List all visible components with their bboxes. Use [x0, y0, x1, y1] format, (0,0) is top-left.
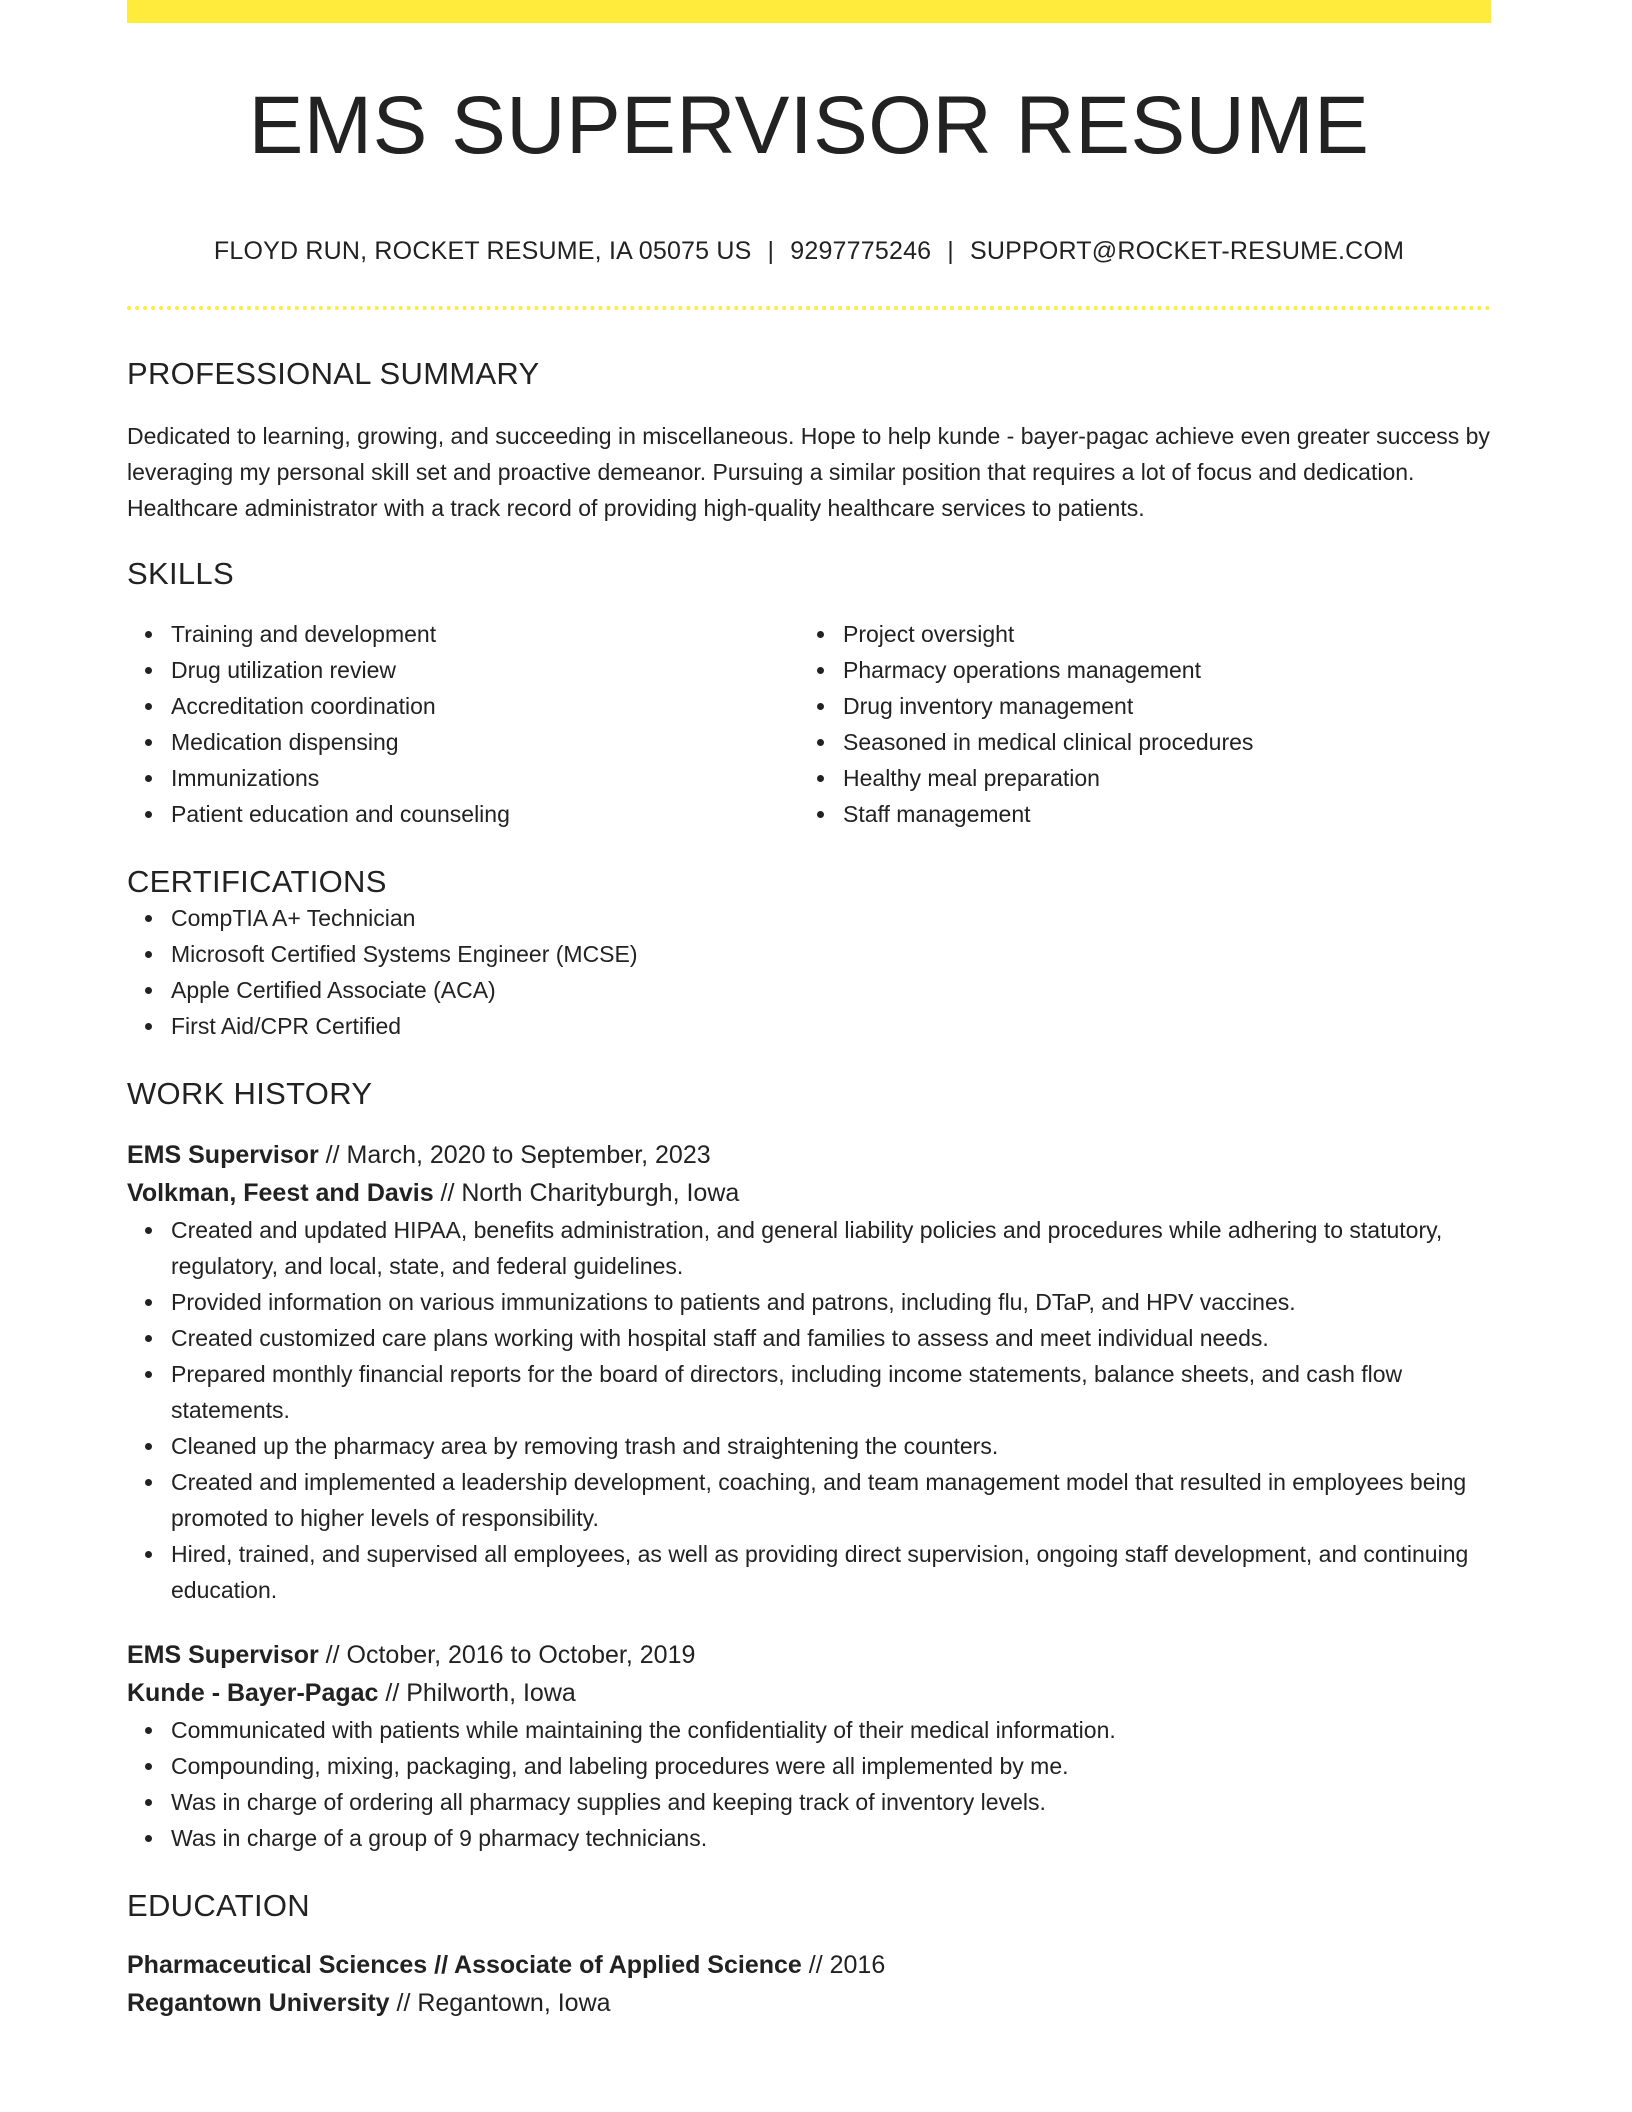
job-bullet-item	[171, 1712, 1491, 1748]
skills-list-left	[127, 616, 799, 832]
job-bullet-text: Cleaned up the pharmacy area by removing trash and straightening the counters.	[171, 1433, 999, 1459]
skill-label: Staff management	[843, 801, 1031, 827]
bullet-icon	[145, 951, 152, 958]
skills-list-right	[799, 616, 1471, 832]
job-bullet-text: Communicated with patients while maintaining the confidentiality of their medical information.	[171, 1717, 1116, 1743]
certification-item	[171, 972, 1491, 1008]
education-location: // Regantown, Iowa	[389, 1989, 611, 2017]
job-title-line	[127, 1136, 1491, 1174]
bullet-icon	[145, 1551, 152, 1558]
bullet-icon	[145, 811, 152, 818]
skills-column-right	[799, 616, 1471, 832]
skill-item	[171, 760, 799, 796]
accent-top-bar	[127, 0, 1491, 23]
bullet-icon	[817, 703, 824, 710]
skill-item	[843, 616, 1471, 652]
job-bullet-text: Created and updated HIPAA, benefits administration, and general liability policies and procedures while adhering to statutory, regulatory, and local, state, and federal guidelines.	[171, 1217, 1443, 1279]
job-bullet-text: Created and implemented a leadership development, coaching, and team management model that resulted in employees being promoted to higher levels of responsibility.	[171, 1469, 1467, 1531]
job-bullet-text: Was in charge of ordering all pharmacy supplies and keeping track of inventory levels.	[171, 1789, 1046, 1815]
bullet-icon	[145, 1227, 152, 1234]
bullet-icon	[145, 915, 152, 922]
contact-separator: |	[767, 237, 775, 265]
skill-label: Drug inventory management	[843, 693, 1134, 719]
education-school: Regantown University	[127, 1989, 390, 2017]
job-company-line	[127, 1174, 1491, 1212]
skill-item	[171, 652, 799, 688]
work-history-heading: WORK HISTORY	[127, 1076, 373, 1111]
skill-item	[843, 688, 1471, 724]
bullet-icon	[145, 775, 152, 782]
skills-column-left	[127, 616, 799, 832]
skill-label: Accreditation coordination	[171, 693, 436, 719]
contact-line	[127, 237, 1491, 266]
skill-label: Patient education and counseling	[171, 801, 510, 827]
skill-item	[171, 688, 799, 724]
bullet-icon	[145, 987, 152, 994]
job-bullet-item	[171, 1284, 1491, 1320]
contact-separator: |	[947, 237, 954, 265]
skill-item	[843, 724, 1471, 760]
bullet-icon	[145, 739, 152, 746]
job-bullet-item	[171, 1212, 1491, 1284]
bullet-icon	[145, 1763, 152, 1770]
job-bullet-text: Hired, trained, and supervised all employees, as well as providing direct supervision, ongoing staff development, and continuing education.	[171, 1541, 1469, 1603]
skill-item	[843, 652, 1471, 688]
certification-label: First Aid/CPR Certified	[171, 1013, 402, 1039]
bullet-icon	[145, 631, 152, 638]
bullet-icon	[145, 1479, 152, 1486]
bullet-icon	[145, 703, 152, 710]
job-dates: // October, 2016 to October, 2019	[318, 1641, 696, 1669]
certifications-list	[127, 900, 1491, 1044]
bullet-icon	[145, 1727, 152, 1734]
education-entry	[127, 1946, 1491, 2022]
resume-title: EMS SUPERVISOR RESUME	[248, 80, 1370, 171]
job-location: // North Charityburgh, Iowa	[433, 1179, 740, 1207]
certification-label: Microsoft Certified Systems Engineer (MCSE)	[171, 941, 638, 967]
certification-label: CompTIA A+ Technician	[171, 905, 416, 931]
skill-label: Seasoned in medical clinical procedures	[843, 729, 1254, 755]
certifications-heading: CERTIFICATIONS	[127, 864, 387, 899]
job-bullet-item	[171, 1320, 1491, 1356]
skill-label: Pharmacy operations management	[843, 657, 1201, 683]
job-bullet-item	[171, 1748, 1491, 1784]
education-school-line	[127, 1984, 1491, 2022]
bullet-icon	[817, 631, 824, 638]
job-bullet-item	[171, 1536, 1491, 1608]
bullet-icon	[817, 739, 824, 746]
summary-heading: PROFESSIONAL SUMMARY	[127, 356, 540, 391]
skill-item	[171, 616, 799, 652]
skill-label: Medication dispensing	[171, 729, 399, 755]
skill-item	[843, 796, 1471, 832]
education-year: // 2016	[801, 1951, 886, 1979]
skill-label: Project oversight	[843, 621, 1015, 647]
education-degree: Pharmaceutical Sciences // Associate of Applied Science	[127, 1951, 802, 1979]
job-bullet-text: Provided information on various immunizations to patients and patrons, including flu, DTaP, and HPV vaccines.	[171, 1289, 1296, 1315]
job-bullet-item	[171, 1428, 1491, 1464]
bullet-icon	[145, 1799, 152, 1806]
bullet-icon	[145, 1023, 152, 1030]
job-bullet-item	[171, 1356, 1491, 1428]
bullet-icon	[817, 775, 824, 782]
contact-address: FLOYD RUN, ROCKET RESUME, IA 05075 US	[213, 237, 752, 265]
certification-item	[171, 1008, 1491, 1044]
bullet-icon	[145, 1443, 152, 1450]
skill-item	[843, 760, 1471, 796]
job-bullet-text: Was in charge of a group of 9 pharmacy technicians.	[171, 1825, 708, 1851]
job-bullets	[127, 1712, 1491, 1856]
job-bullet-text: Created customized care plans working with hospital staff and families to assess and meet individual needs.	[171, 1325, 1269, 1351]
job-company-line	[127, 1674, 1491, 1712]
job-location: // Philworth, Iowa	[378, 1679, 576, 1707]
skill-label: Immunizations	[171, 765, 320, 791]
job-title-line	[127, 1636, 1491, 1674]
contact-phone: 9297775246	[790, 237, 932, 265]
bullet-icon	[145, 667, 152, 674]
bullet-icon	[145, 1835, 152, 1842]
job-title: EMS Supervisor	[127, 1641, 319, 1669]
skills-heading: SKILLS	[127, 556, 234, 591]
skills-columns	[127, 616, 1491, 832]
skill-label: Healthy meal preparation	[843, 765, 1100, 791]
resume-page	[127, 0, 1491, 2022]
contact-email: SUPPORT@ROCKET-RESUME.COM	[969, 237, 1405, 265]
job-bullet-item	[171, 1820, 1491, 1856]
bullet-icon	[145, 1299, 152, 1306]
job-bullet-item	[171, 1464, 1491, 1536]
dotted-divider	[127, 306, 1491, 310]
bullet-icon	[817, 667, 824, 674]
job-bullet-item	[171, 1784, 1491, 1820]
skill-label: Drug utilization review	[171, 657, 396, 683]
job-company: Volkman, Feest and Davis	[127, 1179, 434, 1207]
job-bullet-text: Prepared monthly financial reports for the board of directors, including income statements, balance sheets, and cash flow statements.	[171, 1361, 1403, 1423]
certification-label: Apple Certified Associate (ACA)	[171, 977, 496, 1003]
job-bullet-text: Compounding, mixing, packaging, and labeling procedures were all implemented by me.	[171, 1753, 1069, 1779]
job-company: Kunde - Bayer-Pagac	[127, 1679, 379, 1707]
certification-item	[171, 936, 1491, 972]
job-title: EMS Supervisor	[127, 1141, 319, 1169]
job-bullets	[127, 1212, 1491, 1608]
skill-item	[171, 796, 799, 832]
certification-item	[171, 900, 1491, 936]
skill-item	[171, 724, 799, 760]
bullet-icon	[145, 1371, 152, 1378]
education-degree-line	[127, 1946, 1491, 1984]
job-dates: // March, 2020 to September, 2023	[318, 1141, 711, 1169]
education-heading: EDUCATION	[127, 1888, 310, 1923]
bullet-icon	[817, 811, 824, 818]
skill-label: Training and development	[171, 621, 437, 647]
summary-text: Dedicated to learning, growing, and succeeding in miscellaneous. Hope to help kunde - bayer-pagac achieve even greater success by leveraging my personal skill set and proactive demeanor. Pursuing a similar position that requires a lot of focus and dedication. Healthcare administrator with a track record of providing high-quality healthcare services to patients.	[127, 423, 1490, 521]
bullet-icon	[145, 1335, 152, 1342]
